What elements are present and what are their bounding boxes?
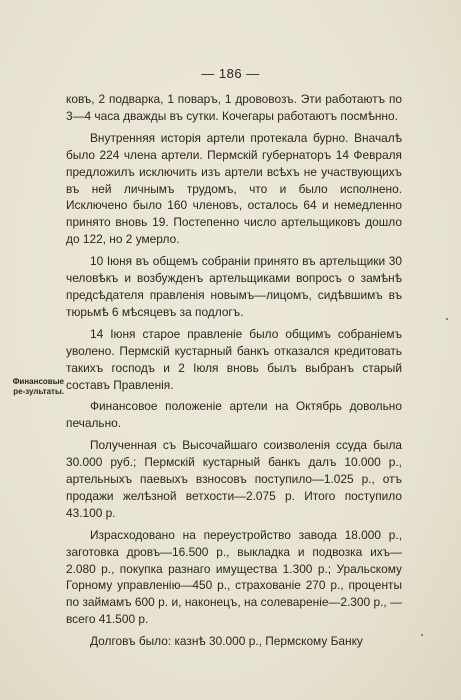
page-number: — 186 — [201,66,260,81]
body-text [66,91,402,655]
paragraph: ковъ, 2 подварка, 1 поваръ, 1 дрововозъ. Эти работаютъ по 3—4 часа дважды въ сутки. Кочегары работаютъ посмѣнно. [66,92,402,123]
paragraph: Израсходовано на переустройство завода 18.000 р., заготовка дровъ—16.500 р., выкладка и подвозка ихъ—2.080 р., покупка разнаго имущества 1.300 р.; Уральскому Горному управленію—450 р., страхованіе 270 р., проценты по займамъ 600 р. и, наконецъ, на солевареніе—2.300 р., —всего 41.500 р. [66,527,402,627]
paragraph: Внутренняя исторія артели протекала бурно. Вначалѣ было 224 члена артели. Пермскій губернаторъ 14 Февраля предложилъ исключить изъ артели всѣхъ не участвующихъ въ ней личнымъ трудомъ, что и было исполнено. Исключено было 160 членовъ, осталось 64 и немедленно принято вновь 19. Постепенно число артельщиковъ дошло до 122, но 2 умерло. [66,130,402,247]
paragraph: Финансовое положеніе артели на Октябрь довольно печально. [66,399,402,431]
paragraph: Полученная съ Высочайшаго соизволенія ссуда была 30.000 руб.; Пермскій кустарный банкъ далъ 10.000 р., артельныхъ паевыхъ взносовъ поступило—1.025 р., отъ продажи желѣзной ветхости—2.075 р. Итого поступило 43.100 р. [66,438,402,520]
paragraph: Долговъ было: казнѣ 30.000 р., Пермскому Банку [90,634,363,649]
paper-speck [421,634,423,636]
margin-note: Финансовые ре-зультаты. [12,377,64,396]
paper-speck [446,318,448,320]
paragraph: 14 Іюня старое правленіе было общимъ собраніемъ уволено. Пермскій кустарный банкъ отказался кредитовать такихъ господъ и 2 Іюля вновь былъ выбранъ старый составъ Правленія. [66,326,402,392]
paragraph: 10 Іюня въ общемъ собраніи принято въ артельщики 30 человѣкъ и возбужденъ артельщиками вопросъ о замѣнѣ предсѣдателя правленія новымъ—лицомъ, сидѣвшимъ въ тюрьмѣ 6 мѣсяцевъ за подлогъ. [66,254,402,319]
